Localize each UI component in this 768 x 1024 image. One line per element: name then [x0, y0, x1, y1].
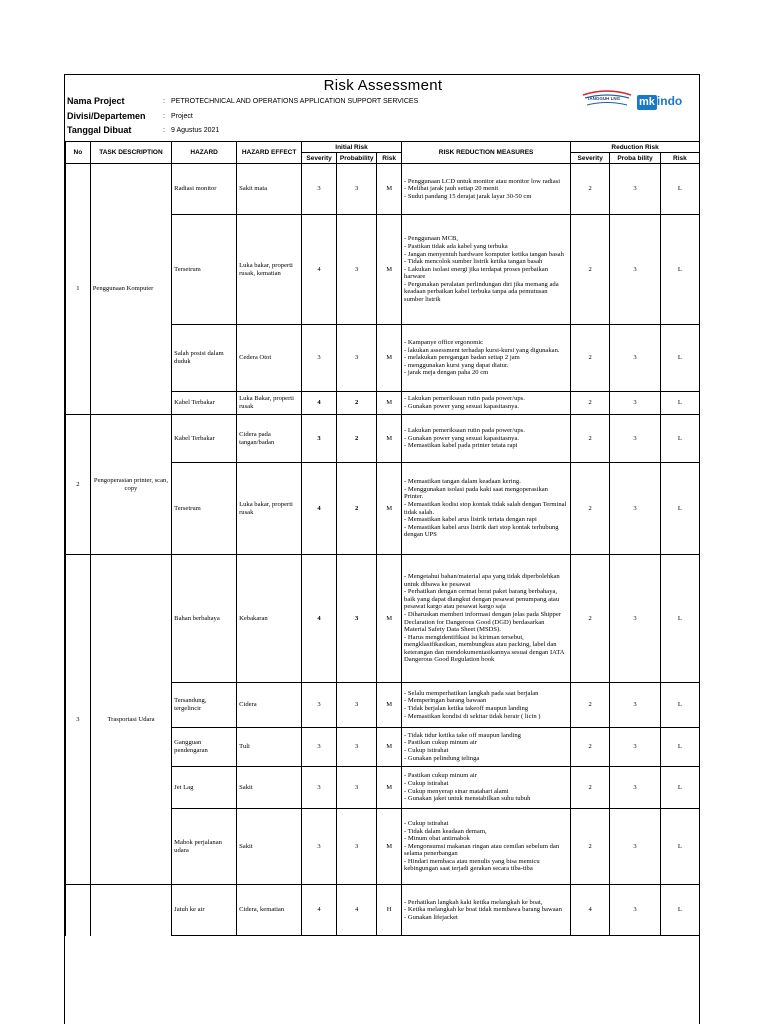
risk-cell: M: [377, 555, 402, 683]
hazard-cell: Tersetrum: [172, 215, 237, 325]
col-header-reduction-risk: Risk: [660, 153, 699, 164]
probability-cell: 3: [337, 809, 377, 885]
probability-cell: 3: [337, 164, 377, 215]
hazard-cell: Kabel Terbakar: [172, 392, 237, 415]
col-header-effect: HAZARD EFFECT: [237, 142, 302, 164]
severity-cell: 3: [302, 767, 337, 809]
risk-reduction-measures: - Lakukan pemeriksaan rutin pada power/ups. - Gunakan power yang sesuai kapasitasnya. - Memastikan kabel pada printer tetata rapi: [402, 415, 571, 463]
reduction-severity-cell: 2: [571, 728, 610, 767]
hazard-effect-cell: Cidera pada tangan/badan: [237, 415, 302, 463]
reduction-risk-cell: L: [660, 215, 699, 325]
table-row: [66, 164, 700, 215]
reduction-risk-cell: L: [660, 885, 699, 936]
task-description: [90, 885, 171, 936]
reduction-probability-cell: 3: [610, 885, 661, 936]
meta-value: PETROTECHNICAL AND OPERATIONS APPLICATION SUPPORT SERVICES: [171, 98, 419, 105]
risk-cell: M: [377, 767, 402, 809]
risk-reduction-measures: - Perhatikan langkah kaki ketika melangkah ke boat, - Ketika melangkah ke boat tidak membawa barang bawaan - Gunakan lifejacket: [402, 885, 571, 936]
risk-reduction-measures: - Tidak tidur ketika take off maupun landing - Pastikan cukup minum air - Cukup istirahat - Gunakan pelindung telinga: [402, 728, 571, 767]
reduction-probability-cell: 3: [610, 415, 661, 463]
reduction-probability-cell: 3: [610, 809, 661, 885]
hazard-effect-cell: Luka Bakar, properti rusak: [237, 392, 302, 415]
reduction-probability-cell: 3: [610, 683, 661, 728]
probability-cell: 3: [337, 767, 377, 809]
probability-cell: 3: [337, 728, 377, 767]
reduction-severity-cell: 2: [571, 392, 610, 415]
reduction-risk-cell: L: [660, 555, 699, 683]
meta-colon: :: [163, 98, 165, 105]
reduction-probability-cell: 3: [610, 555, 661, 683]
severity-cell: 4: [302, 885, 337, 936]
severity-cell: 3: [302, 809, 337, 885]
hazard-effect-cell: Sakit: [237, 809, 302, 885]
hazard-effect-cell: Kebakaran: [237, 555, 302, 683]
severity-cell: 3: [302, 325, 337, 392]
reduction-probability-cell: 3: [610, 164, 661, 215]
hazard-effect-cell: Luka bakar, properti rusak, kematian: [237, 215, 302, 325]
meta-value: 9 Agustus 2021: [171, 127, 220, 134]
severity-cell: 3: [302, 728, 337, 767]
col-header-task: TASK DESCRIPTION: [90, 142, 171, 164]
tangguh-logo: [581, 89, 633, 112]
document-title: Risk Assessment: [323, 77, 443, 94]
meta-label: Divisi/Departemen: [67, 111, 146, 121]
risk-cell: M: [377, 164, 402, 215]
hazard-cell: Kabel Terbakar: [172, 415, 237, 463]
probability-cell: 3: [337, 325, 377, 392]
risk-reduction-measures: - Penggunaan MCB, - Pastikan tidak ada kabel yang terbuka - Jangan menyentuh hardware komputer ketika tangan basah - Tidak mencolok sumber listrik ketika tangan basah - Lakukan isolasi energi jika terdapat proses perbaikan harware - Pergunakan peralatan perlindungan diri jika memang ada keadaan perbaikan kabel terbuka tanpa ada pemutusan sumber listrik: [402, 215, 571, 325]
indo-logo-text: indo: [656, 94, 683, 108]
hazard-effect-cell: Tuli: [237, 728, 302, 767]
hazard-cell: Jet Lag: [172, 767, 237, 809]
col-group-reduction-risk: Reduction Risk: [571, 142, 700, 153]
reduction-risk-cell: L: [660, 463, 699, 555]
probability-cell: 2: [337, 392, 377, 415]
reduction-severity-cell: 2: [571, 415, 610, 463]
severity-cell: 3: [302, 683, 337, 728]
reduction-risk-cell: L: [660, 392, 699, 415]
risk-cell: M: [377, 325, 402, 392]
severity-cell: 4: [302, 463, 337, 555]
reduction-probability-cell: 3: [610, 392, 661, 415]
risk-cell: M: [377, 809, 402, 885]
hazard-cell: Tersandung, tergelincir: [172, 683, 237, 728]
reduction-severity-cell: 2: [571, 767, 610, 809]
col-header-probability: Probability: [337, 153, 377, 164]
reduction-risk-cell: L: [660, 164, 699, 215]
reduction-severity-cell: 2: [571, 325, 610, 392]
row-no: [66, 885, 91, 936]
meta-colon: :: [163, 127, 165, 134]
risk-reduction-measures: - Mengetahui bahan/material apa yang tidak diperbolehkan untuk dibawa ke pesawat - Perhatikan dengan cermat berat paket barang berbahaya, baik yang dapat diangkut dengan pesawat penumpang atau pesawat kargo atau pesawat kargo saja - Diharuskan memberi informasi dengan jelas pada Shipper Declaration for Dangerous Good (DGD) berdasarkan Material Safety Data Sheet (MSDS). - Harus mengidentifikasi isi kiriman tersebut, mengklasifikasikan, membungkus atau packing, label dan keterangan dan mendokumentasikannya sesuai dengan IATA Dangerous Good Regulation book: [402, 555, 571, 683]
hazard-cell: Jatuh ke air: [172, 885, 237, 936]
risk-reduction-measures: - Penggunaan LCD untuk monitor atau monitor low radiasi - Melihat jarak jauh setiap 20 menit - Sudut pandang 15 derajat jarak layar 30-50 cm: [402, 164, 571, 215]
hazard-cell: Salah posisi dalam duduk: [172, 325, 237, 392]
hazard-effect-cell: Luka bakar, properti rusak: [237, 463, 302, 555]
row-no: 2: [66, 415, 91, 555]
col-header-reduction-probability: Proba bility: [610, 153, 661, 164]
reduction-probability-cell: 3: [610, 325, 661, 392]
reduction-probability-cell: 3: [610, 728, 661, 767]
risk-reduction-measures: - Pastikan cukup minum air - Cukup istirahat - Cukup menyerap sinar matahari alami - Gunakan jaket untuk menstabilkan suhu tubuh: [402, 767, 571, 809]
hazard-cell: Gangguan pendengaran: [172, 728, 237, 767]
hazard-cell: Tersetrum: [172, 463, 237, 555]
row-no: 3: [66, 555, 91, 885]
col-header-reduction-severity: Severity: [571, 153, 610, 164]
task-description: Penggunaan Komputer: [90, 164, 171, 415]
risk-reduction-measures: - Selalu memperhatikan langkah pada saat berjalan - Memperingan barang bawaan - Tidak berjalan ketika takeoff maupun landing - Memastikan kondisi di sekitar tidak berair ( licin ): [402, 683, 571, 728]
meta-label: Tanggal Dibuat: [67, 125, 132, 135]
hazard-effect-cell: Cidera, kematian: [237, 885, 302, 936]
severity-cell: 4: [302, 555, 337, 683]
meta-value: Project: [171, 113, 193, 120]
col-header-risk: Risk: [377, 153, 402, 164]
hazard-effect-cell: Cidera: [237, 683, 302, 728]
risk-reduction-measures: - Memastikan tangan dalam keadaan kering. - Menggunakan isolasi pada kaki saat mengoperasikan Printer. - Memastikan kodisi stop kontak tidak salah dengan Terminal tidak salah. - Memastikan kabel arus listrik tertata dengan rapi - Memastikan kabel arus listrik dari stop kontak terhubung dengan UPS: [402, 463, 571, 555]
probability-cell: 3: [337, 555, 377, 683]
severity-cell: 4: [302, 215, 337, 325]
risk-table: [65, 141, 700, 936]
table-row: [66, 415, 700, 463]
reduction-severity-cell: 2: [571, 463, 610, 555]
risk-cell: M: [377, 415, 402, 463]
col-header-hazard: HAZARD: [172, 142, 237, 164]
probability-cell: 2: [337, 463, 377, 555]
hazard-cell: Bahan berbahaya: [172, 555, 237, 683]
reduction-probability-cell: 3: [610, 463, 661, 555]
reduction-probability-cell: 3: [610, 767, 661, 809]
reduction-severity-cell: 4: [571, 885, 610, 936]
risk-cell: M: [377, 392, 402, 415]
hazard-cell: Radiasi monitor: [172, 164, 237, 215]
col-header-severity: Severity: [302, 153, 337, 164]
row-no: 1: [66, 164, 91, 415]
risk-reduction-measures: - Lakukan pemeriksaan rutin pada power/ups. - Gunakan power yang sesuai kapasitasnya.: [402, 392, 571, 415]
hazard-cell: Mabok perjalanan udara: [172, 809, 237, 885]
severity-cell: 3: [302, 164, 337, 215]
reduction-risk-cell: L: [660, 415, 699, 463]
probability-cell: 3: [337, 683, 377, 728]
risk-cell: M: [377, 463, 402, 555]
reduction-severity-cell: 2: [571, 555, 610, 683]
col-header-no: No: [66, 142, 91, 164]
severity-cell: 3: [302, 415, 337, 463]
reduction-risk-cell: L: [660, 728, 699, 767]
probability-cell: 2: [337, 415, 377, 463]
risk-cell: H: [377, 885, 402, 936]
col-header-measures: RISK REDUCTION MEASURES: [402, 142, 571, 164]
table-row: [66, 885, 700, 936]
reduction-risk-cell: L: [660, 683, 699, 728]
risk-reduction-measures: - Kampanye office ergonomic - lakukan assessment terhadap kursi-kursi yang digunakan. - melakukan peregangan badan setiap 2 jam - menggunakan kursi yang dapat diatur. - jarak meja dengan paha 20 cm: [402, 325, 571, 392]
reduction-severity-cell: 2: [571, 809, 610, 885]
risk-reduction-measures: - Cukup istirahat - Tidak dalam keadaan demam, - Minum obat antimabok - Mengonsumsi makanan ringan atau cemilan sebelum dan selama penerbangan - Hindari membaca atau menulis yang bisa memicu kebingungan saat terjadi gerakan secara tiba-tiba: [402, 809, 571, 885]
probability-cell: 4: [337, 885, 377, 936]
probability-cell: 3: [337, 215, 377, 325]
mkindo-logo: [637, 92, 693, 108]
hazard-effect-cell: Sakit: [237, 767, 302, 809]
meta-colon: :: [163, 113, 165, 120]
tangguh-logo-text: TANGGUH LNG: [587, 96, 621, 101]
reduction-severity-cell: 2: [571, 215, 610, 325]
risk-cell: M: [377, 683, 402, 728]
col-group-initial-risk: Initial Risk: [302, 142, 402, 153]
reduction-probability-cell: 3: [610, 215, 661, 325]
meta-label: Nama Project: [67, 96, 125, 106]
reduction-risk-cell: L: [660, 767, 699, 809]
severity-cell: 4: [302, 392, 337, 415]
risk-cell: M: [377, 728, 402, 767]
task-description: Trasportasi Udara: [90, 555, 171, 885]
hazard-effect-cell: Sakit mata: [237, 164, 302, 215]
reduction-risk-cell: L: [660, 809, 699, 885]
risk-assessment-sheet: [64, 74, 700, 1024]
reduction-severity-cell: 2: [571, 683, 610, 728]
task-description: Pengoperasian printer, scan, copy: [90, 415, 171, 555]
reduction-severity-cell: 2: [571, 164, 610, 215]
mk-logo-mark: mk: [639, 96, 655, 108]
reduction-risk-cell: L: [660, 325, 699, 392]
table-row: [66, 555, 700, 683]
hazard-effect-cell: Cedera Otot: [237, 325, 302, 392]
risk-cell: M: [377, 215, 402, 325]
